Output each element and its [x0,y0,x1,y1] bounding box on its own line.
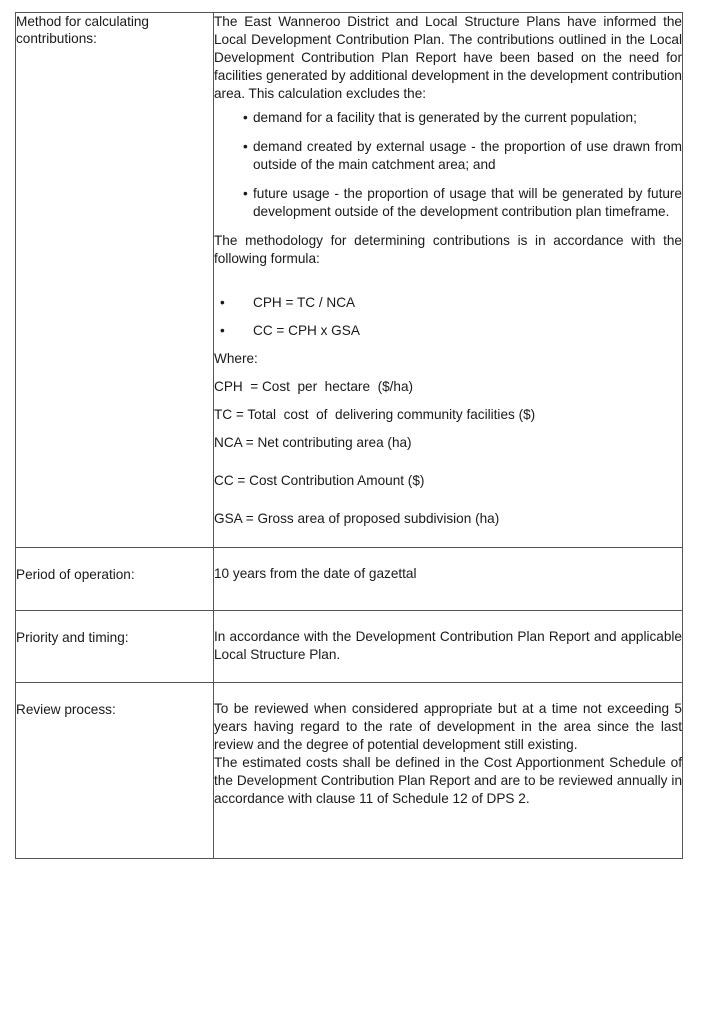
bullet-icon: • [220,323,225,338]
row-label-review: Review process: [16,683,214,859]
formula-item: • CC = CPH x GSA [220,323,360,338]
definition-tc: TC = Total cost of delivering community facilities ($) [214,407,536,422]
table-row-priority [16,611,683,683]
row-content-review [214,683,683,859]
row-content-priority: In accordance with the Development Contribution Plan Report and applicable Local Structure Plan. [214,611,683,683]
formula-list [214,294,682,340]
bullet-icon: • [220,295,225,310]
methodology-text: The methodology for determining contributions is in accordance with the following formula: [214,233,682,266]
bullet-icon: • [243,186,248,201]
table-row-method [16,13,683,548]
definition-gsa: GSA = Gross area of proposed subdivision (ha) [214,511,500,526]
contribution-plan-table [15,12,683,859]
row-content-period: 10 years from the date of gazettal [214,548,683,611]
list-item: • demand created by external usage - the proportion of use drawn from outside of the main catchment area; and [243,139,682,172]
row-label-method: Method for calculating contributions: [16,13,214,548]
definition-nca: NCA = Net contributing area (ha) [214,435,412,450]
definition-cc: CC = Cost Contribution Amount ($) [214,473,425,488]
list-item: • future usage - the proportion of usage that will be generated by future development outside of the development contribution plan timeframe. [243,186,682,219]
table-row-review [16,683,683,859]
row-content-method [214,13,683,548]
method-intro: The East Wanneroo District and Local Structure Plans have informed the Local Development Contribution Plan. The contributions outlined in the Local Development Contribution Plan Report have been based on the need for facilities generated by additional development in the development contribution area. This calculation excludes the: [214,14,682,101]
where-label: Where: [214,351,258,366]
review-text-2: The estimated costs shall be defined in the Cost Apportionment Schedule of the Development Contribution Plan Report and are to be reviewed annually in accordance with clause 11 of Schedule 12 of DPS 2. [214,755,682,806]
formula-item: • CPH = TC / NCA [220,295,356,310]
row-label-priority: Priority and timing: [16,611,214,683]
row-label-period: Period of operation: [16,548,214,611]
table-row-period [16,548,683,611]
bullet-icon: • [243,139,248,154]
list-item: • demand for a facility that is generated by the current population; [243,110,637,125]
review-text-1: To be reviewed when considered appropriate but at a time not exceeding 5 years having regard to the rate of development in the area since the last review and the degree of potential development still existing. [214,701,682,752]
exclusions-list [214,109,682,221]
bullet-icon: • [243,110,248,125]
definition-cph: CPH = Cost per hectare ($/ha) [214,379,414,394]
